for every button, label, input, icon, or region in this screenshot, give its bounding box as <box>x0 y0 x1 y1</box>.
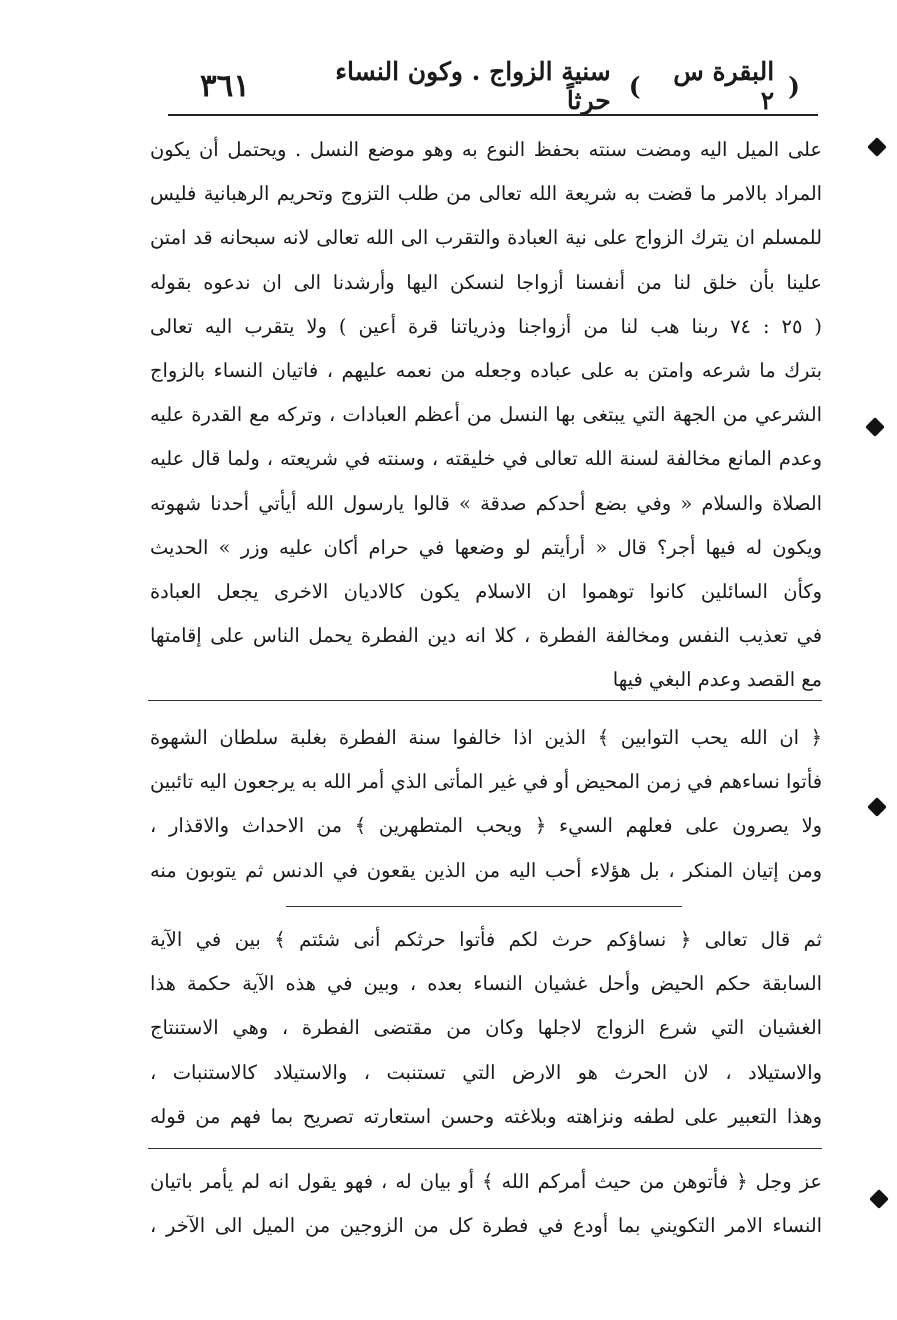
text-line: والاستيلاد ، لان الحرث هو الارض التي تستنبت ، والاستيلاد كالاستنبات ، <box>150 1060 822 1084</box>
section-divider <box>286 906 682 907</box>
header-rule <box>168 114 818 116</box>
text-line: ﴿ ان الله يحب التوابين ﴾ الذين اذا خالفوا سنة الفطرة بغلبة سلطان الشهوة <box>150 726 822 749</box>
section-divider <box>148 1148 822 1149</box>
margin-ornament-icon <box>869 1189 889 1209</box>
margin-ornament-icon <box>867 137 887 157</box>
header-section-title: سنية الزواج . وكون النساء حرثاً <box>335 57 611 115</box>
margin-ornament-icon <box>867 797 887 817</box>
section-divider <box>148 700 822 701</box>
text-line: وكأن السائلين كانوا توهموا ان الاسلام يكون كالاديان الاخرى يجعل العبادة <box>150 579 822 603</box>
paragraph-1 <box>150 128 822 702</box>
text-line: فأتوا نساءهم في زمن المحيض أو في غير المأتى الذي أمر الله به يرجعون اليه تائبين <box>150 770 822 794</box>
text-line: الصلاة والسلام « وفي بضع أحدكم صدقة » قالوا يارسول الله أيأتي أحدنا شهوته <box>150 491 822 515</box>
paragraph-2 <box>150 716 822 893</box>
paragraph-4 <box>150 1160 822 1248</box>
text-line: الشرعي من الجهة التي يبتغى بها النسل من أعظم العبادات ، وتركه مع القدرة عليه <box>150 403 822 427</box>
text-line: ( ٢٥ : ٧٤ ربنا هب لنا من أزواجنا وذرياتنا قرة أعين ) ولا يتقرب اليه تعالى <box>150 314 822 338</box>
text-line: ويكون له فيها أجر؟ قال « أرأيتم لو وضعها في حرام أكان عليه وزر » الحديث <box>150 535 822 559</box>
text-line: في تعذيب النفس ومخالفة الفطرة ، كلا انه دين الفطرة يحمل الناس على إقامتها <box>150 624 822 648</box>
text-line: وهذا التعبير على لطفه ونزاهته وبلاغته وحسن استعارته تصريح بما فهم من قوله <box>150 1104 822 1128</box>
text-line: وعدم المانع مخالفة لسنة الله تعالى في خليقته ، وسنته في شريعته ، ولما قال عليه <box>150 447 822 471</box>
text-line: للمسلم ان يترك الزواج على نية العبادة والتقرب الى الله تعالى لانه سبحانه قد امتن <box>150 226 822 250</box>
text-line: علينا بأن خلق لنا من أنفسنا أزواجا لنسكن اليها وأرشدنا الى ان ندعوه بقوله <box>150 270 822 294</box>
text-line: ولا يصرون على فعلهم السيء ﴿ ويحب المتطهرين ﴾ من الاحداث والاقذار ، <box>150 814 822 838</box>
margin-ornament-icon <box>865 417 885 437</box>
text-line: ثم قال تعالى ﴿ نساؤكم حرث لكم فأتوا حرثكم أنى شئتم ﴾ بين في الآية <box>150 928 822 951</box>
paragraph-3 <box>150 918 822 1139</box>
text-line: الغشيان التي شرع الزواج لاجلها وكان من مقتضى الفطرة ، وهي الاستنتاج <box>150 1016 822 1040</box>
text-line: عز وجل ﴿ فأتوهن من حيث أمركم الله ﴾ أو بيان له ، فهو يقول انه لم يأمر باتيان <box>150 1170 822 1193</box>
text-line: النساء الامر التكويني بما أودع في فطرة كل من الزوجين من الميل الى الآخر ، <box>150 1214 822 1238</box>
text-line: على الميل اليه ومضت سنته بحفظ النوع به وهو موضع النسل . ويحتمل أن يكون <box>150 138 822 161</box>
header-open-paren: ( <box>788 71 800 101</box>
header-surah-reference: البقرة س ٢ <box>673 57 775 115</box>
text-line: ومن إتيان المنكر ، بل هؤلاء أحب اليه من الذين يقعون في الدنس ثم يتوبون منه <box>150 858 822 882</box>
text-line: المراد بالامر ما قضت به شريعة الله تعالى من طلب التزوج وتحريم الرهبانية فليس <box>150 182 822 206</box>
text-line: مع القصد وعدم البغي فيها <box>612 668 822 692</box>
header-close-paren: ) <box>628 71 641 101</box>
page-number: ٣٦١ <box>200 68 250 104</box>
text-line: السابقة حكم الحيض وأحل غشيان النساء بعده ، وبين في هذه الآية حكمة هذا <box>150 972 822 996</box>
running-header <box>200 57 800 115</box>
text-line: بترك ما شرعه وامتن به على عباده وجعله من نعمه عليهم ، فاتيان النساء بالزواج <box>150 358 822 382</box>
